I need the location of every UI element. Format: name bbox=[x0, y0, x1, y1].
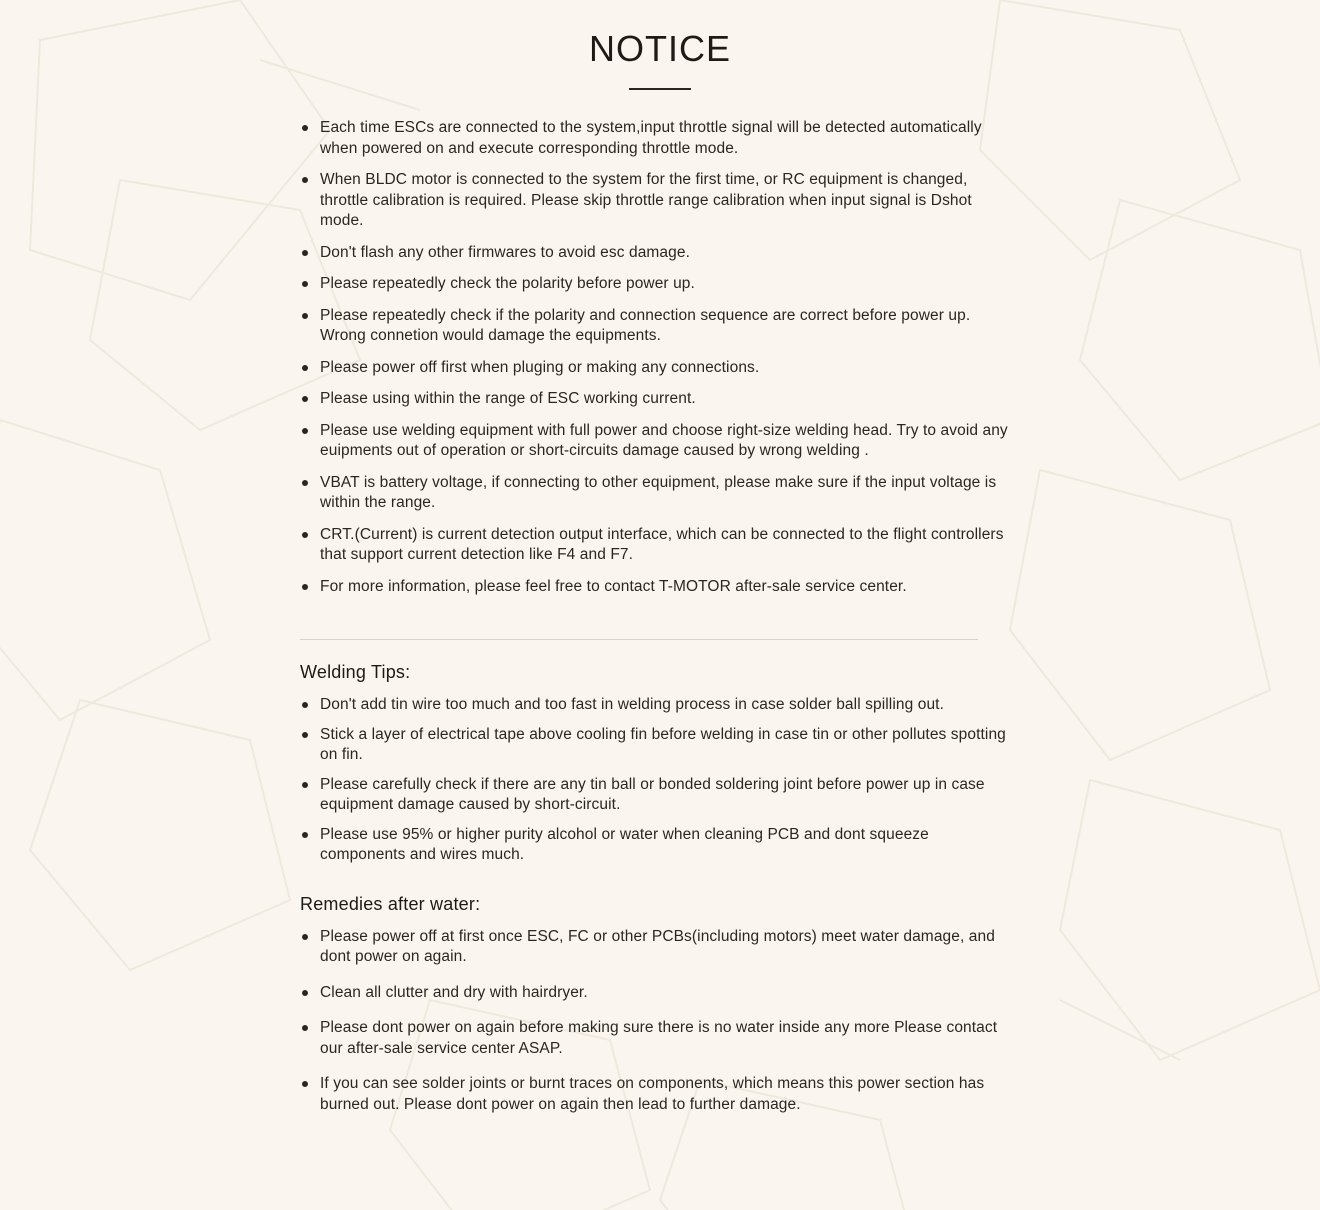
section-divider bbox=[300, 639, 978, 640]
list-item: Don't flash any other firmwares to avoid esc damage. bbox=[300, 243, 1018, 264]
list-item: If you can see solder joints or burnt traces on components, which means this power section has burned out. Please dont power on again then lead to further damage. bbox=[300, 1074, 1018, 1115]
list-item: Please use welding equipment with full power and choose right-size welding head. Try to avoid any euipments out of operation or short-circuits damage caused by wrong welding . bbox=[300, 421, 1018, 462]
list-item: VBAT is battery voltage, if connecting to other equipment, please make sure if the input voltage is within the range. bbox=[300, 473, 1018, 514]
list-item: Stick a layer of electrical tape above cooling fin before welding in case tin or other pollutes spotting on fin. bbox=[300, 725, 1018, 766]
list-item: When BLDC motor is connected to the system for the first time, or RC equipment is changed, throttle calibration is required. Please skip throttle range calibration when input signal is Dshot mode. bbox=[300, 170, 1018, 232]
list-item: For more information, please feel free to contact T-MOTOR after-sale service center. bbox=[300, 577, 1018, 598]
list-item: Each time ESCs are connected to the system,input throttle signal will be detected automatically when powered on and execute corresponding throttle mode. bbox=[300, 118, 1018, 159]
remedies-heading: Remedies after water: bbox=[300, 893, 481, 914]
list-item: Don't add tin wire too much and too fast in welding process in case solder ball spilling out. bbox=[300, 695, 1018, 716]
list-item: Please use 95% or higher purity alcohol or water when cleaning PCB and dont squeeze components and wires much. bbox=[300, 825, 1018, 866]
list-item: Clean all clutter and dry with hairdryer. bbox=[300, 983, 1018, 1004]
list-item: Please power off at first once ESC, FC or other PCBs(including motors) meet water damage, and dont power on again. bbox=[300, 927, 1018, 968]
list-item: Please dont power on again before making sure there is no water inside any more Please contact our after-sale service center ASAP. bbox=[300, 1018, 1018, 1059]
list-item: Please power off first when pluging or making any connections. bbox=[300, 358, 1018, 379]
list-item: Please using within the range of ESC working current. bbox=[300, 389, 1018, 410]
remedies-list bbox=[300, 927, 1018, 1116]
list-item: Please repeatedly check the polarity before power up. bbox=[300, 274, 1018, 295]
list-item: Please repeatedly check if the polarity and connection sequence are correct before power up. Wrong connetion would damage the equipments. bbox=[300, 306, 1018, 347]
welding-tips-heading: Welding Tips: bbox=[300, 662, 411, 682]
page-title: NOTICE bbox=[588, 28, 731, 69]
list-item: Please carefully check if there are any tin ball or bonded soldering joint before power up in case equipment damage caused by short-circuit. bbox=[300, 775, 1018, 816]
document-content bbox=[300, 90, 1018, 1115]
welding-tips-list bbox=[300, 695, 1018, 866]
notice-list bbox=[300, 118, 1018, 597]
list-item: CRT.(Current) is current detection output interface, which can be connected to the flight controllers that support current detection like F4 and F7. bbox=[300, 525, 1018, 566]
